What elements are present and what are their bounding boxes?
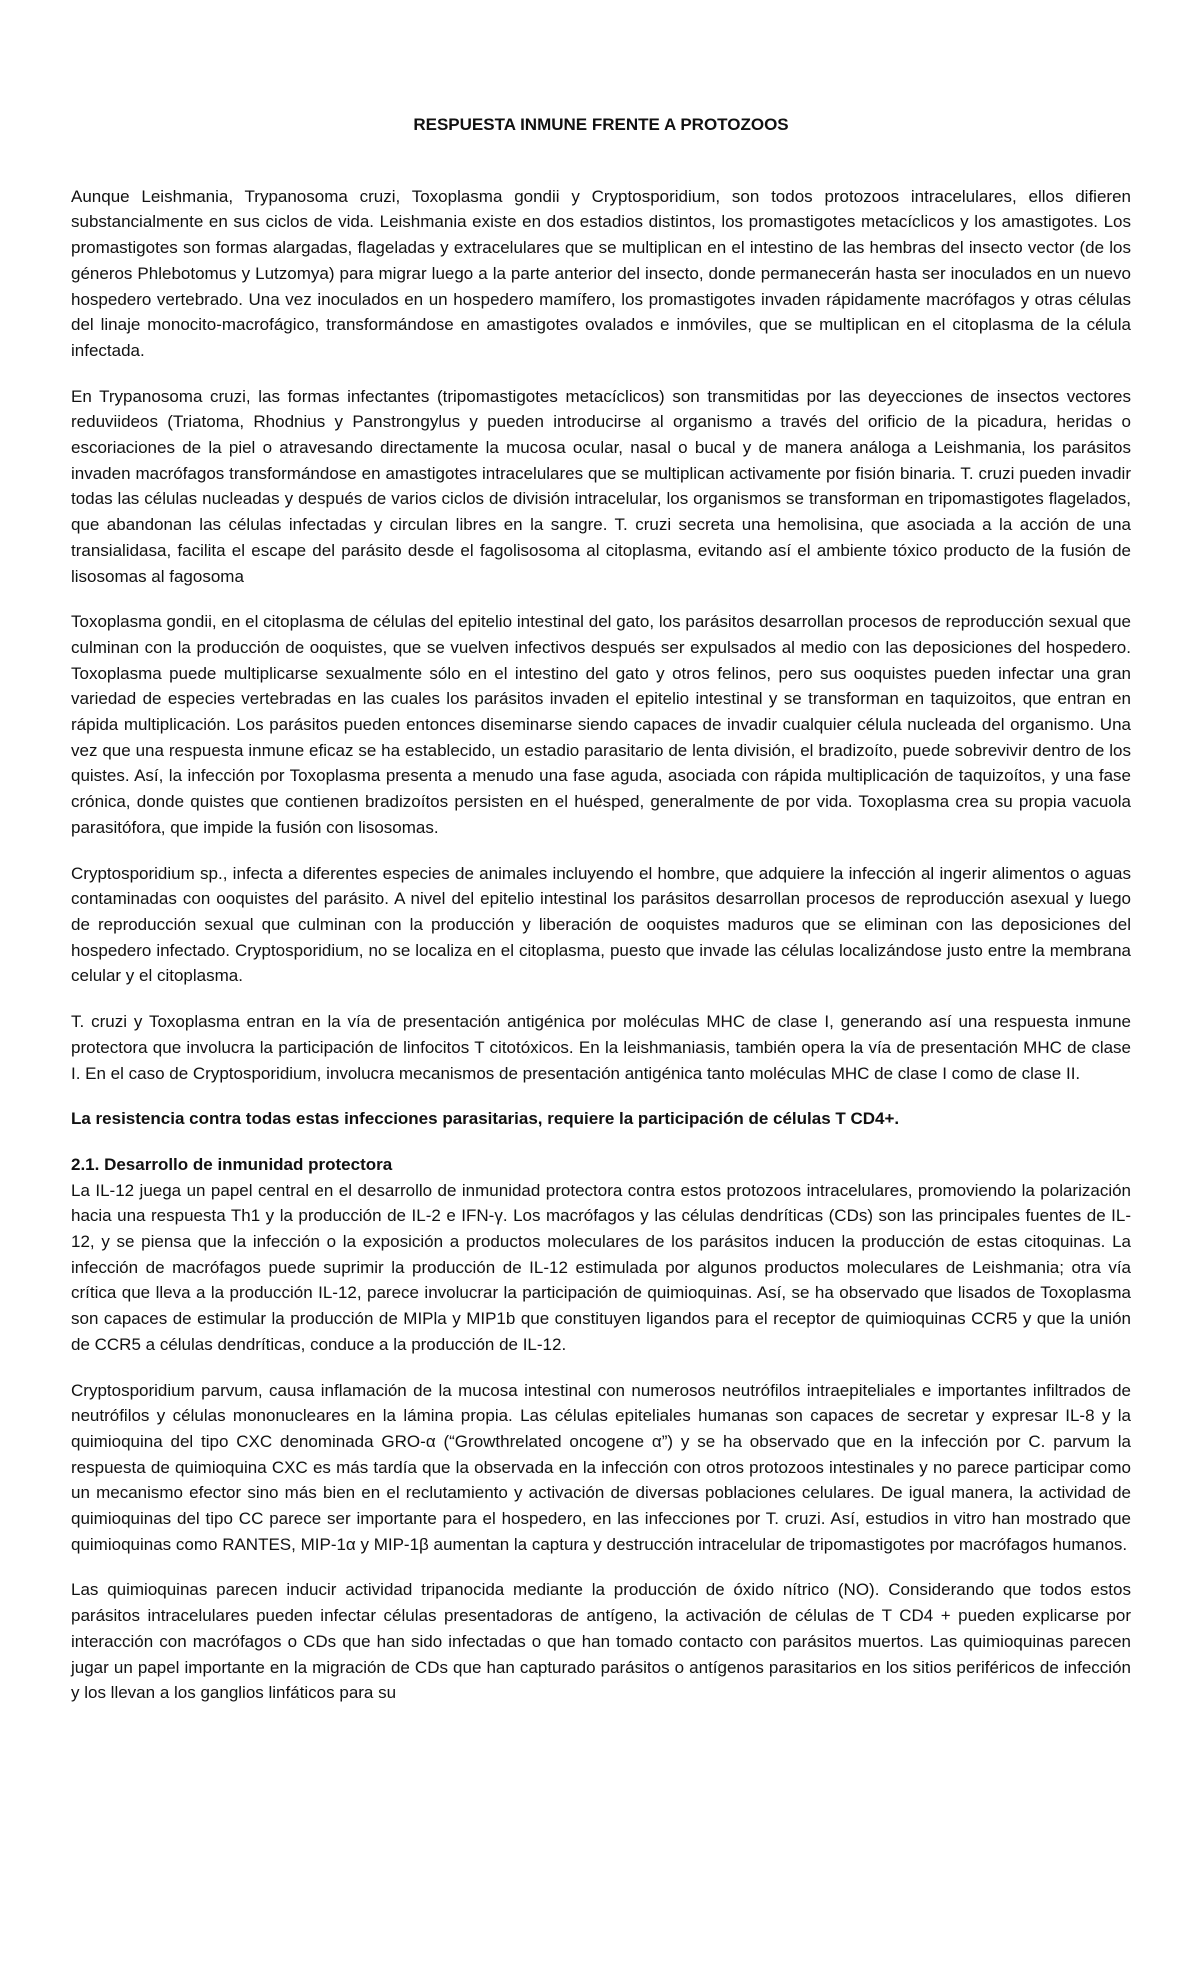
bold-statement: La resistencia contra todas estas infecciones parasitarias, requiere la participación de células T CD4+. (71, 1109, 900, 1129)
paragraph-cryptosporidium: Cryptosporidium sp., infecta a diferentes especies de animales incluyendo el hombre, que adquiere la infección al ingerir alimentos o aguas contaminadas con ooquistes del parásito. A nivel del epitelio intestinal los parásitos desarrollan procesos de reproducción asexual y luego de reproducción sexual que culminan con la producción y liberación de ooquistes maduros que se eliminan con las deposiciones del hospedero infectado. Cryptosporidium, no se localiza en el citoplasma, puesto que invade las células localizándose justo entre la membrana celular y el citoplasma. (71, 863, 1131, 986)
paragraph-il12: La IL-12 juega un papel central en el desarrollo de inmunidad protectora contra estos protozoos intracelulares, promoviendo la polarización hacia una respuesta Th1 y la producción de IL-2 e IFN-γ. Los macrófagos y las células dendríticas (CDs) son las principales fuentes de IL-12, y se piensa que la infección o la exposición a productos moleculares de los parásitos inducen la producción de estas citoquinas. La infección de macrófagos puede suprimir la producción de IL-12 estimulada por algunos productos moleculares de Leishmania; otra vía crítica que lleva a la producción IL-12, parece involucrar la participación de quimioquinas. Así, se ha observado que lisados de Toxoplasma son capaces de estimular la producción de MIPla y MIP1b que constituyen ligandos para el receptor de quimioquinas CCR5 y que la unión de CCR5 a células dendríticas, conduce a la producción de IL-12. (71, 1180, 1131, 1354)
paragraph-cryptosporidium-parvum: Cryptosporidium parvum, causa inflamación de la mucosa intestinal con numerosos neutrófilos intraepiteliales e importantes infiltrados de neutrófilos y células mononucleares en la lámina propia. Las células epiteliales humanas son capaces de secretar y expresar IL-8 y la quimioquina del tipo CXC denominada GRO-α (“Growthrelated oncogene α”) y se ha observado que en la infección por C. parvum la respuesta de quimioquina CXC es más tardía que la observada en la infección con otros protozoos intestinales y no parece participar como un mecanismo efector sino más bien en el reclutamiento y activación de diversas poblaciones celulares. De igual manera, la actividad de quimioquinas del tipo CC parece ser importante para el hospedero, en las infecciones por T. cruzi. Así, estudios in vitro han mostrado que quimioquinas como RANTES, MIP-1α y MIP-1β aumentan la captura y destrucción intracelular de tripomastigotes por macrófagos humanos. (71, 1380, 1131, 1554)
paragraph-chemokines: Las quimioquinas parecen inducir actividad tripanocida mediante la producción de óxido nítrico (NO). Considerando que todos estos parásitos intracelulares pueden infectar células presentadoras de antígeno, la activación de células de T CD4 + pueden explicarse por interacción con macrófagos o CDs que han sido infectadas o que han tomado contacto con parásitos muertos. Las quimioquinas parecen jugar un papel importante en la migración de CDs que han capturado parásitos o antígenos parasitarios en los sitios periféricos de infección y los llevan a los ganglios linfáticos para su (71, 1580, 1131, 1703)
paragraph-trypanosoma: En Trypanosoma cruzi, las formas infectantes (tripomastigotes metacíclicos) son transmitidas por las deyecciones de insectos vectores reduviideos (Triatoma, Rhodnius y Panstrongylus y pueden introducirse al organismo a través del orificio de la picadura, heridas o escoriaciones de la piel o atravesando directamente la mucosa ocular, nasal o bucal y de manera análoga a Leishmania, los parásitos invaden macrófagos transformándose en amastigotes intracelulares que se multiplican activamente por fisión binaria. T. cruzi pueden invadir todas las células nucleadas y después de varios ciclos de división intracelular, los organismos se transforman en tripomastigotes flagelados, que abandonan las células infectadas y circulan libres en la sangre. T. cruzi secreta una hemolisina, que asociada a la acción de una transialidasa, facilita el escape del parásito desde el fagolisosoma al citoplasma, evitando así el ambiente tóxico producto de la fusión de lisosomas al fagosoma (71, 386, 1131, 586)
paragraph-toxoplasma: Toxoplasma gondii, en el citoplasma de células del epitelio intestinal del gato, los parásitos desarrollan procesos de reproducción sexual que culminan con la producción de ooquistes, que se vuelven infectivos después ser expulsados al medio con las deposiciones del hospedero. Toxoplasma puede multiplicarse sexualmente sólo en el intestino del gato y otros felinos, pero sus ooquistes pueden infectar una gran variedad de especies vertebradas en las cuales los parásitos invaden el epitelio intestinal y se transforman en taquizoitos, que entran en rápida multiplicación. Los parásitos pueden entonces diseminarse siendo capaces de invadir cualquier célula nucleada del organismo. Una vez que una respuesta inmune eficaz se ha establecido, un estadio parasitario de lenta división, el bradizoíto, puede sobrevivir dentro de los quistes. Así, la infección por Toxoplasma presenta a menudo una fase aguda, asociada con rápida multiplicación de taquizoítos, y una fase crónica, donde quistes que contienen bradizoítos persisten en el huésped, generalmente de por vida. Toxoplasma crea su propia vacuola parasitófora, que impide la fusión con lisosomas. (71, 612, 1131, 837)
paragraph-leishmania: Aunque Leishmania, Trypanosoma cruzi, Toxoplasma gondii y Cryptosporidium, son todos protozoos intracelulares, ellos difieren substancialmente en sus ciclos de vida. Leishmania existe en dos estadios distintos, los promastigotes metacíclicos y los amastigotes. Los promastigotes son formas alargadas, flageladas y extracelulares que se multiplican en el intestino de las hembras del insecto vector (de los géneros Phlebotomus y Lutzomya) para migrar luego a la parte anterior del insecto, donde permanecerán hasta ser inoculados en un nuevo hospedero vertebrado. Una vez inoculados en un hospedero mamífero, los promastigotes invaden rápidamente macrófagos y otras células del linaje monocito-macrofágico, transformándose en amastigotes ovalados e inmóviles, que se multiplican en el citoplasma de la célula infectada. (71, 186, 1131, 360)
paragraph-antigen-presentation: T. cruzi y Toxoplasma entran en la vía de presentación antigénica por moléculas MHC de clase I, generando así una respuesta inmune protectora que involucra la participación de linfocitos T citotóxicos. En la leishmaniasis, también opera la vía de presentación MHC de clase I. En el caso de Cryptosporidium, involucra mecanismos de presentación antigénica tanto moléculas MHC de clase I como de clase II. (71, 1012, 1131, 1083)
section-heading: 2.1. Desarrollo de inmunidad protectora (71, 1154, 393, 1174)
document-page (71, 112, 1131, 1706)
document-title: RESPUESTA INMUNE FRENTE A PROTOZOOS (413, 115, 789, 134)
